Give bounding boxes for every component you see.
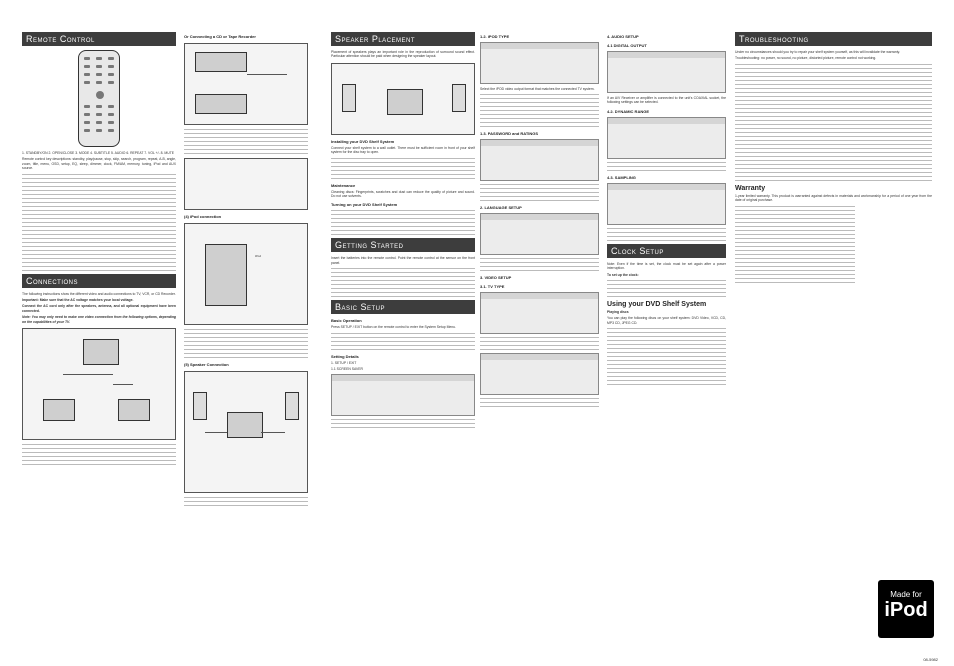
warranty-desc: 1-year limited warranty. This product is warranted against defects in materials and workmanship for a period of one year from the date of original purchase. — [735, 193, 932, 203]
trouble-text-lines — [735, 64, 932, 181]
recorder-text-lines — [184, 129, 308, 154]
screen-saver-label: 1.1 SCREEN SAVER — [331, 367, 363, 372]
trouble-desc: Under no circumstances should you try to repair your shelf system yourself, as this will invalidate the warranty. — [735, 50, 901, 54]
ipod-type-desc: Select the iPOD video output format that matches the connected TV system. — [480, 87, 595, 91]
heading-ipod-connection: (4) iPod connection — [184, 214, 222, 219]
screen-saver-text-lines — [331, 419, 475, 428]
heading-setting-details: Setting Details — [331, 353, 359, 359]
dynamic-range-screenshot — [607, 117, 726, 159]
heading-basic-operation: Basic Operation — [331, 318, 362, 324]
heading-dynamic-range: 4.2. DYNAMIC RANGE — [607, 108, 650, 114]
column-speaker-placement — [331, 30, 475, 658]
heading-language-setup: 2. LANGUAGE SETUP — [480, 205, 522, 211]
tv-type-text-lines — [480, 337, 599, 350]
speaker-connection-diagram — [184, 371, 308, 493]
audio-desc: If an A/V Receiver or amplifier is connected to the unit's COAXIAL socket, the following settings can be selected. — [607, 96, 726, 105]
heading-installing: Installing your DVD Shelf System — [331, 138, 395, 144]
connections-warning-2: Connect the AC cord only after the speakers, antenna, and all optional equipment have been connected. — [22, 304, 176, 313]
column-remote-control — [22, 30, 176, 658]
sampling-screenshot — [607, 183, 726, 225]
maintenance-desc: Cleaning discs: Fingerprints, scratches and dust can reduce the quality of picture and sound. Do not use solvents. — [331, 189, 475, 199]
connections-note: Note: You may only need to make one video connection from the following options, depending on the capabilities of your TV. — [22, 315, 176, 324]
getting-started-desc: Insert the batteries into the remote control. Point the remote control at the sensor on the front panel. — [331, 256, 475, 265]
speaker-conn-text-lines — [184, 497, 308, 506]
heading-tv-type: 3.1. TV TYPE — [480, 284, 505, 290]
ipod-dock-diagram: iPod — [184, 223, 308, 325]
made-for-label: Made for — [890, 590, 922, 599]
made-for-ipod-logo — [878, 580, 934, 638]
turning-on-text-lines — [331, 210, 475, 235]
column-audio-clock — [607, 30, 726, 658]
remote-control-diagram — [78, 50, 120, 147]
section-title-getting-started: Getting Started — [331, 238, 475, 252]
section-title-troubleshooting: Troubleshooting — [735, 32, 932, 46]
basic-desc: Press SETUP / EXIT button on the remote control to enter the System Setup Menu. — [331, 325, 457, 330]
ipod-type-screenshot — [480, 42, 599, 84]
column-setup-details — [480, 30, 599, 658]
trouble-cases: Troubleshooting: no power, no sound, no picture, distorted picture, remote control not working. — [735, 56, 877, 61]
section-title-speaker-placement: Speaker Placement — [331, 32, 475, 46]
heading-cd-recorder: Or Connecting a CD or Tape Recorder — [184, 34, 256, 39]
tv-type-screenshot — [480, 292, 599, 334]
using-desc: You can play the following discs on your shelf system: DVD Video, VCD, CD, MP3 CD, JPEG CD. — [607, 316, 726, 325]
using-text-lines — [607, 328, 726, 385]
heading-maintenance: Maintenance — [331, 182, 356, 188]
password-screenshot — [480, 139, 599, 181]
heading-audio-setup: 4. AUDIO SETUP — [607, 34, 639, 39]
clock-desc: Note: Even if the time is set, the clock must be set again after a power interruption. — [607, 261, 726, 271]
language-text-lines — [480, 258, 599, 271]
tv-output-screenshot — [480, 353, 599, 395]
sampling-text-lines — [607, 228, 726, 241]
digital-output-screenshot — [607, 51, 726, 93]
tv-connection-diagram — [22, 328, 176, 440]
section-title-clock-setup: Clock Setup — [607, 244, 726, 258]
basic-text-lines — [331, 333, 475, 350]
ipod-text-lines — [184, 329, 308, 358]
getting-started-text-lines — [331, 268, 475, 297]
section-title-basic-setup: Basic Setup — [331, 300, 475, 314]
connection-text-lines — [22, 444, 176, 465]
speaker-placement-desc: Placement of speakers plays an important role in the reproduction of surround sound effect. Particular attention should be paid when designing the speaker layout. — [331, 50, 475, 59]
warranty-text-lines — [735, 206, 855, 283]
setup-menu-label: 1. SETUP / EXIT — [331, 360, 357, 365]
install-text-lines — [331, 158, 475, 179]
password-text-lines — [480, 184, 599, 201]
ipod-label: iPod — [884, 599, 928, 621]
page-number: 08-5982 — [923, 657, 938, 662]
heading-ipod-type: 1.2. iPOD TYPE — [480, 34, 510, 39]
speaker-placement-diagram — [331, 63, 475, 135]
playing-discs-label: Playing discs — [607, 310, 629, 315]
tv-output-text-lines — [480, 398, 599, 407]
heading-password: 1.3. PASSWORD and RATINGS — [480, 131, 539, 137]
dynamic-range-text-lines — [607, 162, 726, 171]
heading-speaker-connection: (5) Speaker Connection — [184, 362, 229, 367]
audio-connection-diagram — [184, 158, 308, 210]
heading-digital-output: 4.1 DIGITAL OUTPUT — [607, 43, 647, 48]
connections-warning: Important: Make sure that the AC voltage matches your local voltage. — [22, 298, 134, 303]
heading-sampling: 4.3. SAMPLING — [607, 174, 636, 180]
heading-warranty: Warranty — [735, 184, 766, 192]
recorder-connection-diagram — [184, 43, 308, 125]
connections-description: The following instructions show the different video and audio connections to TV, VCR, or CD Recorder. — [22, 291, 176, 296]
heading-turning-on: Turning on your DVD Shelf System — [331, 202, 398, 208]
section-title-remote-control: Remote Control — [22, 32, 176, 46]
remote-description: Remote control key descriptions: standby, play/pause, stop, skip, search, program, repeat, A-B, angle, zoom, title, menu, OSD, setup, EQ, sleep, dimmer, clock, FM/AM, memory, tuning, iPod and AUX source. — [22, 157, 176, 171]
remote-keys-list: 1. STANDBY/ON 2. OPEN/CLOSE 3. MODE 4. SUBTITLE 5. AUDIO 6. REPEAT 7. VOL +/- 8. MUTE — [22, 151, 175, 155]
language-screenshot — [480, 213, 599, 255]
set-clock-label: To set up the clock: — [607, 272, 639, 277]
column-connections-cont — [184, 30, 308, 658]
heading-video-setup: 3. VIDEO SETUP — [480, 275, 512, 281]
ipod-type-text-lines — [480, 94, 599, 127]
remote-text-lines — [22, 174, 176, 271]
clock-text-lines — [607, 280, 726, 297]
screen-saver-screenshot — [331, 374, 475, 416]
section-title-connections: Connections — [22, 274, 176, 288]
column-troubleshooting — [735, 30, 932, 658]
heading-using-dvd: Using your DVD Shelf System — [607, 301, 707, 309]
install-desc: Connect your shelf system to a wall outlet. There must be sufficient room in front of your shelf system for the disc tray to open. — [331, 145, 475, 155]
